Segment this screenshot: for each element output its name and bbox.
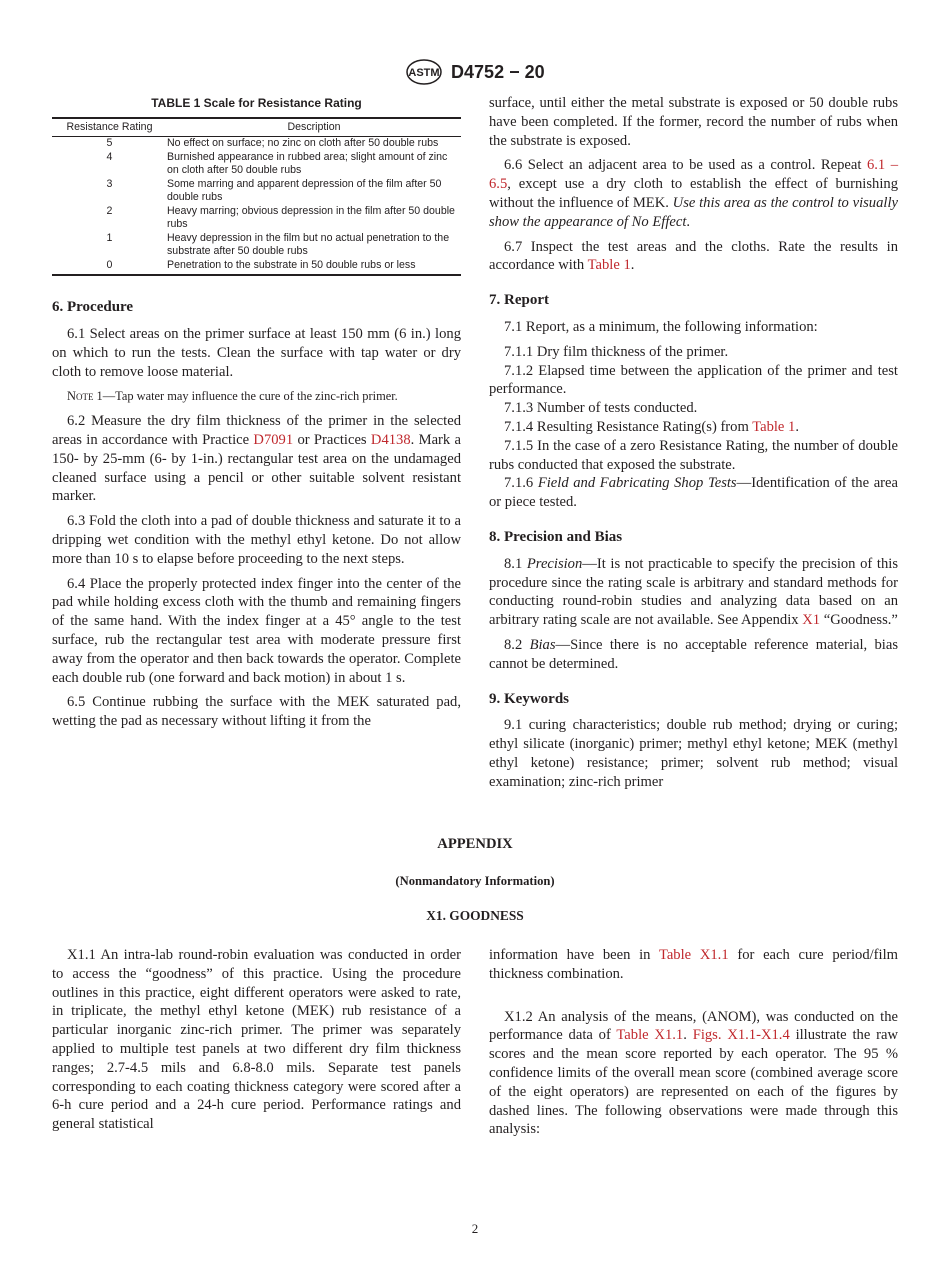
- section-heading: 6. Procedure: [52, 299, 134, 316]
- appendix-left-column: [52, 946, 461, 1140]
- paragraph: [52, 325, 461, 381]
- text-run: Field and Fabricating Shop Tests: [537, 475, 737, 492]
- paragraph: [489, 318, 898, 337]
- astm-logo-icon: [405, 58, 443, 86]
- text-run: 6.3 Fold the cloth into a pad of double thickness and saturate it to a dripping wet condition with the methyl ethyl ketone. Do not allow more than 10 s to elapse before proceeding to the next steps.: [52, 513, 461, 567]
- text-run: 9.1 curing characteristics; double rub method; drying or curing; ethyl silicate (inorganic) primer; methyl ethyl ketone; MEK (methyl ethyl ketone) resistance; primer; solvent rub method; visual examination; zinc-rich primer: [489, 717, 898, 790]
- paragraph: [52, 575, 461, 688]
- page-header: [0, 58, 950, 86]
- text-run: 1—Tap water may influence the cure of the zinc-rich primer.: [93, 389, 398, 404]
- text-run: .: [795, 418, 800, 435]
- cross-reference-link[interactable]: D4138: [370, 432, 411, 449]
- column-header: Resistance Rating: [52, 118, 167, 137]
- text-run: Note: [67, 389, 94, 404]
- appendix-section-heading: X1. GOODNESS: [426, 908, 524, 923]
- paragraph: [52, 693, 461, 731]
- rating-cell: 5: [106, 137, 113, 150]
- cross-reference-link[interactable]: Table X1.1: [658, 947, 729, 963]
- rating-cell: 2: [106, 204, 113, 217]
- text-run: “Goodness.”: [820, 612, 898, 629]
- left-column: [52, 94, 461, 737]
- table-row: [52, 137, 461, 151]
- appendix-title: APPENDIX: [437, 836, 513, 852]
- text-run: —It is not practicable to specify the precision of this procedure since the rating scale is arbitrary and standard methods for conducting round-robin studies and analyzing data based on an arbitrary rating scale are not available. See Appendix: [489, 555, 899, 629]
- cross-reference-link[interactable]: Table 1: [587, 257, 631, 274]
- table-row: [52, 259, 461, 276]
- paragraph: [489, 716, 898, 791]
- appendix-subtitle: (Nonmandatory Information): [395, 874, 555, 888]
- text-run: 7.1.2 Elapsed time between the application of the primer and test performance.: [489, 362, 898, 398]
- text-run: or Practices: [293, 432, 371, 449]
- text-run: illustrate the raw scores and the mean score reported by each operator. The 95 % confidence limits of the overall mean score (combined average score of the eight operators) are represented on each of the figures by dashed lines. The following observations were made through this analysis:: [489, 1027, 898, 1138]
- text-run: X1.2 An analysis of the means, (ANOM), was conducted on the performance data of: [489, 1008, 898, 1044]
- cross-reference-link[interactable]: Table 1: [752, 418, 796, 435]
- cross-reference-link[interactable]: Table X1.1: [616, 1027, 684, 1044]
- text-run: for each cure period/film thickness combination.: [489, 947, 898, 982]
- text-run: 7.1.6: [504, 475, 538, 492]
- text-run: Bias: [529, 636, 556, 653]
- table-caption: TABLE 1 Scale for Resistance Rating: [151, 96, 362, 110]
- section-heading: 8. Precision and Bias: [489, 528, 623, 545]
- text-run: .: [630, 257, 635, 274]
- text-run: —Identification of the area or piece tested.: [489, 475, 899, 511]
- paragraph: [52, 412, 461, 506]
- document-id: D4752 − 20: [451, 61, 545, 82]
- paragraph: [489, 418, 898, 437]
- text-run: surface, until either the metal substrate is exposed or 50 double rubs have been completed. If the former, record the number of rubs when the substrate is exposed.: [489, 95, 898, 149]
- paragraph: [489, 636, 898, 674]
- paragraph: [489, 399, 898, 418]
- appendix-right-column: [489, 946, 898, 1145]
- text-run: 6.1 Select areas on the primer surface at least 150 mm (6 in.) long on which to run the tests. Clean the surface with tap water or dry cloth to remove loose material.: [52, 326, 461, 380]
- cross-reference-link[interactable]: 6.1 – 6.5: [489, 157, 899, 193]
- text-run: .: [686, 213, 691, 230]
- right-column: [489, 94, 898, 798]
- text-run: 7.1 Report, as a minimum, the following information:: [504, 318, 818, 335]
- paragraph: [489, 474, 898, 512]
- text-run: 7.1.4 Resulting Resistance Rating(s) from: [504, 418, 753, 435]
- description-cell: No effect on surface; no zinc on cloth after 50 double rubs: [167, 137, 439, 150]
- paragraph: [489, 156, 898, 231]
- text-run: information have been in: [489, 947, 659, 963]
- paragraph: [489, 343, 898, 362]
- svg-text:ASTM: ASTM: [408, 67, 440, 79]
- text-run: —Since there is no acceptable reference material, bias cannot be determined.: [489, 636, 898, 672]
- cross-reference-link[interactable]: D7091: [253, 432, 294, 449]
- description-cell: Penetration to the substrate in 50 double rubs or less: [167, 259, 461, 276]
- cross-reference-link[interactable]: X1: [802, 612, 821, 629]
- column-header: Description: [167, 118, 461, 137]
- text-run: Use this area as the control to visually show the appearance of No Effect: [489, 194, 898, 230]
- description-cell: Heavy marring; obvious depression in the film after 50 double rubs: [167, 204, 455, 231]
- paragraph: [489, 946, 898, 984]
- text-run: 8.2: [504, 636, 530, 653]
- description-cell: Heavy depression in the film but no actual penetration to the substrate after 50 double rubs: [167, 231, 450, 258]
- text-run: 6.5 Continue rubbing the surface with the MEK saturated pad, wetting the pad as necessary without lifting it from the: [52, 694, 461, 730]
- page-number: 2: [471, 1221, 479, 1236]
- table-row: [52, 205, 461, 232]
- description-cell: Burnished appearance in rubbed area; slight amount of zinc on cloth after 50 double rubs: [167, 150, 448, 177]
- rating-cell: 1: [106, 231, 113, 244]
- rating-cell: 0: [52, 259, 167, 276]
- paragraph: [489, 362, 898, 400]
- paragraph: [489, 555, 898, 630]
- rating-cell: 3: [106, 177, 113, 190]
- section-heading: 9. Keywords: [489, 690, 569, 707]
- paragraph: [489, 437, 898, 475]
- text-run: 8.1: [504, 555, 527, 572]
- paragraph: [489, 1008, 898, 1140]
- cross-reference-link[interactable]: Figs. X1.1-X1.4: [692, 1027, 790, 1044]
- paragraph: [52, 512, 461, 568]
- table-row: [52, 151, 461, 178]
- resistance-rating-table: [52, 117, 461, 277]
- text-run: 6.6 Select an adjacent area to be used as a control. Repeat: [504, 157, 867, 174]
- table-row: [52, 178, 461, 205]
- text-run: 6.7 Inspect the test areas and the cloths. Rate the results in accordance with: [489, 238, 898, 274]
- rating-cell: 4: [106, 150, 113, 163]
- note: [52, 387, 461, 406]
- table-row: [52, 232, 461, 259]
- text-run: 6.2 Measure the dry film thickness of the primer in the selected areas in accordance with Practice: [52, 413, 461, 449]
- text-run: 7.1.1 Dry film thickness of the primer.: [504, 343, 729, 360]
- text-run: . Mark a 150- by 25-mm (6- by 1-in.) rectangular test area on the undamaged cleaned surface using a pencil or other suitable solvent resistant marker.: [52, 432, 461, 505]
- paragraph: [52, 946, 461, 1134]
- text-run: 7.1.5 In the case of a zero Resistance Rating, the number of double rubs conducted that exposed the substrate.: [489, 437, 898, 473]
- paragraph: [489, 94, 898, 150]
- text-run: .: [683, 1027, 693, 1044]
- paragraph: [489, 238, 898, 276]
- text-run: 6.4 Place the properly protected index finger into the center of the pad while holding excess cloth with the thumb and remaining fingers of the same hand. With the index finger at a 45° angle to the test surface, rub the rectangular test area with moderate pressure first away from the operator and then back towards the operator. Complete each double rub (one forward and back motion) in about 1 s.: [52, 575, 461, 686]
- text-run: Precision: [526, 555, 583, 572]
- description-cell: Some marring and apparent depression of the film after 50 double rubs: [167, 177, 442, 204]
- text-run: 7.1.3 Number of tests conducted.: [504, 400, 698, 417]
- text-run: , except use a dry cloth to establish the effect of burnishing without the influence of MEK.: [489, 176, 898, 211]
- text-run: X1.1 An intra-lab round-robin evaluation was conducted in order to access the “goodness” of this practice. Using the procedure outlines in this practice, eight different operators were asked to rate, in triplicate, the methyl ethyl ketone (MEK) rub resistance of a particular inorganic zinc-rich primer. The primer was separately applied to multiple test panels at two different dry film thickness ranges; 2.7-4.5 mils and 6.8-8.0 mils. Separate test panels corresponding to each coating thickness category were scored after a 6-h cure period and a 24-h cure period. Performance ratings and general statistical: [52, 947, 461, 1133]
- section-heading: 7. Report: [489, 292, 549, 309]
